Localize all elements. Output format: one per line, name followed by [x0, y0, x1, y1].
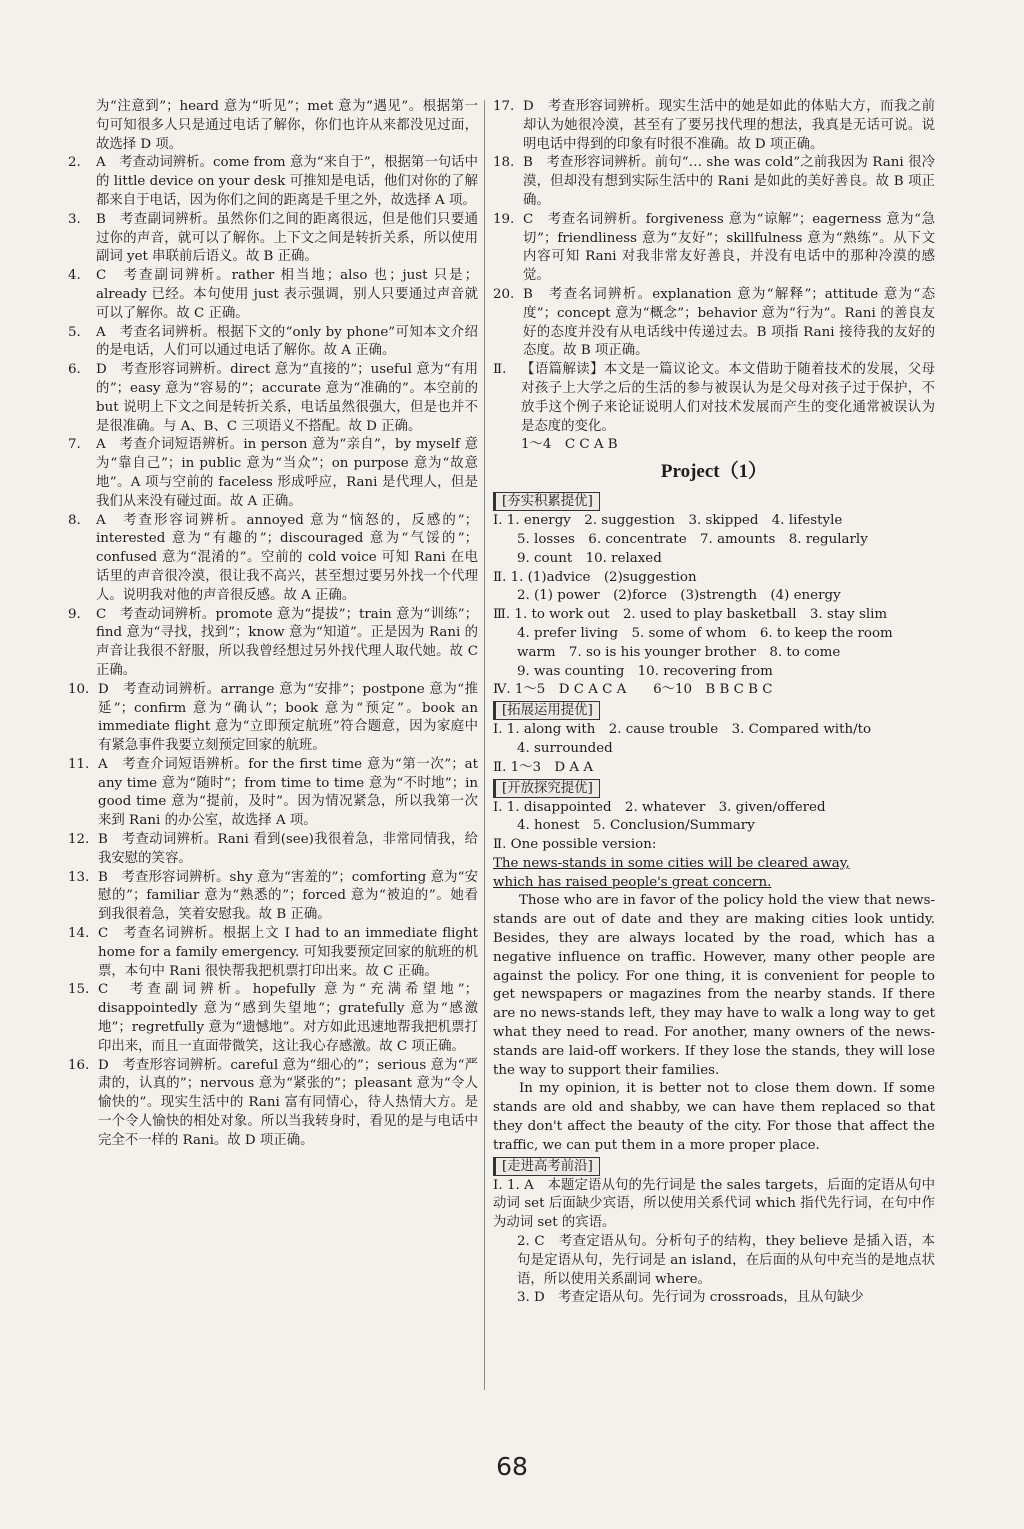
answer-item — [68, 925, 478, 981]
answer-text: D 考查形容词辨析。careful 意为“细心的”；serious 意为“严肃的，认真的”；nervous 意为“紧张的”；pleasant 意为“令人愉快的”。现实生活中的 Rani 富有同情心，待人热情大方。是一个令人愉快的相处对象。所以当我转身时，看见的是与电话中完全不一样的 Rani。故 D 项正确。 — [98, 1057, 478, 1148]
answer-text: B 考查动词辨析。Rani 看到(see)我很着急，非常同情我，给我安慰的笑容。 — [98, 832, 478, 866]
answer-item — [493, 211, 935, 286]
answer-number: 19. — [493, 211, 515, 227]
left-answer-list — [68, 154, 478, 1150]
answer-number: 3. — [68, 211, 81, 227]
answer-line: 9. was counting 10. recovering from — [517, 663, 773, 679]
answer-text: B 考查副词辨析。虽然你们之间的距离很远，但是他们只要通过你的声音，就可以了解你。上下文之间是转折关系，所以使用副词 yet 串联前后语义。故 B 正确。 — [96, 211, 478, 265]
answer-text: A 考查动词辨析。come from 意为“来自于”，根据第一句话中的 little device on your desk 可推知是电话，他们对你的了解都来自于电话，因为你们之间的距离是千里之外，故选择 A 项。 — [96, 155, 478, 208]
essay-title-line-2: which has raised people's great concern. — [493, 874, 772, 890]
answer-number: 6. — [68, 362, 81, 378]
answer-line: 4. surrounded — [517, 740, 613, 756]
answer-line: Ⅱ. 1～3 D A A — [493, 759, 594, 775]
page-number: 68 — [496, 1452, 528, 1481]
answer-line: Ⅱ. 1. (1)advice (2)suggestion — [493, 569, 697, 585]
answer-item — [68, 512, 478, 606]
answer-line: Ⅰ. 1. energy 2. suggestion 3. skipped 4. lifestyle — [493, 513, 843, 529]
gaokao-item-3: 3. D 考查定语从句。先行词为 crossroads，且从句缺少 — [517, 1290, 864, 1306]
answer-number: 2. — [68, 155, 81, 171]
answer-number: 4. — [68, 268, 81, 284]
column-divider — [484, 100, 485, 1390]
essay-paragraph-1: Those who are in favor of the policy hold the view that news-stands are out of date and they are making cities look untidy. Besides, they are always located by the road, which has a negative influence on traffic. However, many other people are against the policy. For one thing, it is convenient for people to get newspapers or magazines from the nearby stands. If there are no news-stands left, they may have to walk a long way to get what they need to read. For another, many owners of the news-stands are laid-off workers. If they lose the stands, they will lose the way to support their families. — [493, 893, 935, 1078]
answer-text: C 考查副词辨析。hopefully 意为“充满希望地”；disappointedly 意为“感到失望地”；gratefully 意为“感激地”；regretfully 意为“遗憾地”。对方如此迅速地帮我把机票打印出来，而且一直面带微笑，这让我心存感激。故 C 项正确。 — [98, 982, 478, 1054]
essay-title-line-1: The news-stands in some cities will be cleared away, — [493, 855, 850, 871]
essay-paragraph-2: In my opinion, it is better not to close them down. If some stands are old and shabby, we can have them replaced so that they don't affect the beauty of the city. For those that affect the traffic, we can put them in a more proper place. — [493, 1081, 935, 1153]
answer-text: C 考查副词辨析。rather 相当地；also 也；just 只是；already 已经。本句使用 just 表示强调，别人只要通过声音就可以了解你。故 C 正确。 — [96, 268, 478, 321]
answer-item — [68, 681, 478, 756]
project-title: Project（1） — [660, 461, 768, 483]
answer-item — [68, 1057, 478, 1151]
answer-text: D 考查形容词辨析。direct 意为“直接的”；useful 意为“有用的”；easy 意为“容易的”；accurate 意为“准确的”。本空前的 but 说明上下文之间是转折关系，电话虽然很强大，但是也并不是很准确。与 A、B、C 三项语义不搭配。故 D 正确。 — [96, 362, 478, 434]
answer-number: 12. — [68, 832, 90, 848]
gaokao-item-1: Ⅰ. 1. A 本题定语从句的先行词是 the sales targets，后面的定语从句中动词 set 后面缺少宾语，所以使用关系代词 which 指代先行词，在句中作为动词 set 的宾语。 — [493, 1177, 935, 1231]
left-column — [68, 98, 478, 1151]
answer-text: B 考查名词辨析。explanation 意为“解释”；attitude 意为“态度”；concept 意为“概念”；behavior 意为“行为”。Rani 的善良友好的态度并没有从电话线中传递过去。B 项指 Rani 接待我的友好的态度。故 B 项正确。 — [523, 286, 935, 359]
answer-text: C 考查名词辨析。forgiveness 意为“谅解”；eagerness 意为“急切”；friendliness 意为“友好”；skillfulness 意为“熟练”。从下文内容可知 Rani 对我非常友好善良，并没有电话中的那种冷漠的感觉。 — [523, 211, 935, 284]
answer-text: A 考查名词辨析。根据下文的“only by phone”可知本文介绍的是电话，人们可以通过电话了解你。故 A 正确。 — [96, 324, 478, 359]
answer-text: B 考查形容词辨析。前句“… she was cold”之前我因为 Rani 很冷漠，但却没有想到实际生活中的 Rani 是如此的美好善良。故 B 项正确。 — [523, 155, 935, 208]
answer-line: 4. honest 5. Conclusion/Summary — [517, 818, 755, 834]
answer-number: 8. — [68, 512, 81, 528]
answer-number: 5. — [68, 324, 81, 340]
answer-text: C 考查名词辨析。根据上文 I had to an immediate flight home for a family emergency. 可知我要预定回家的航班的机票，本句中 Rani 很快帮我把机票打印出来。故 C 正确。 — [98, 926, 478, 979]
answer-item — [493, 154, 935, 210]
answer-text: B 考查形容词辨析。shy 意为“害羞的”；comforting 意为“安慰的”；familiar 意为“熟悉的”；forced 意为“被迫的”。她看到我很着急，笑着安慰我。故 B 正确。 — [98, 869, 478, 923]
answer-number: 10. — [68, 681, 90, 697]
answer-line: 4. prefer living 5. some of whom 6. to keep the room — [517, 625, 893, 641]
answer-line: 5. losses 6. concentrate 7. amounts 8. regularly — [517, 531, 868, 547]
answer-text: D 考查动词辨析。arrange 意为“安排”；postpone 意为“推延”；confirm 意为“确认”；book 意为“预定”。book an immediate flight 意为“立即预定航班”符合题意，因为家庭中有紧急事件我要立刻预定回家的航班。 — [98, 681, 478, 754]
section-3-answers — [493, 799, 935, 855]
right-column — [493, 98, 935, 1308]
passage-text: 【语篇解读】本文是一篇议论文。本文借助于随着技术的发展，父母对孩子上大学之后的生活的参与被误认为是父母对孩子过于保护，不放手这个例子来论证说明人们对技术发展而产生的变化通常被误认为是态度的变化。 — [521, 362, 935, 434]
answer-line: Ⅲ. 1. to work out 2. used to play basketball 3. stay slim — [493, 607, 888, 623]
answer-line: warm 7. so is his younger brother 8. to come — [517, 644, 841, 660]
passage-note — [493, 361, 935, 436]
section-label-2: [拓展运用提优] — [493, 701, 600, 720]
answer-item — [68, 361, 478, 436]
answer-number: 9. — [68, 606, 81, 622]
answer-number: 18. — [493, 155, 515, 171]
answer-line: Ⅳ. 1～5 D C A C A 6～10 B B C B C — [493, 682, 773, 698]
answer-line: Ⅰ. 1. along with 2. cause trouble 3. Compared with/to — [493, 722, 872, 738]
answer-number: 14. — [68, 926, 90, 942]
answer-item — [493, 98, 935, 154]
answer-item — [68, 606, 478, 681]
section-label-1: [夯实积累提优] — [493, 492, 600, 511]
answer-item — [68, 436, 478, 511]
answer-number: 16. — [68, 1057, 90, 1073]
answer-number: 20. — [493, 286, 515, 302]
passage-number: Ⅱ. — [493, 362, 507, 378]
section-2-answers — [493, 721, 935, 777]
answer-item — [68, 154, 478, 210]
answer-line: Ⅱ. One possible version: — [493, 837, 657, 853]
answer-line: 9. count 10. relaxed — [517, 550, 662, 566]
section-label-3: [开放探究提优] — [493, 779, 600, 798]
passage-answers: 1～4 C C A B — [521, 437, 618, 453]
answer-number: 7. — [68, 437, 81, 453]
answer-line: 2. (1) power (2)force (3)strength (4) energy — [517, 588, 841, 604]
answer-item — [68, 211, 478, 267]
intro-paragraph: 为“注意到”；heard 意为“听见”；met 意为“遇见”。根据第一句可知很多人只是通过电话了解你，你们也许从来都没见过面，故选择 D 项。 — [96, 99, 478, 152]
answer-item — [68, 756, 478, 831]
answer-item — [68, 869, 478, 925]
gaokao-item-2: 2. C 考查定语从句。分析句子的结构，they believe 是插入语，本句是定语从句，先行词是 an island，在后面的从句中充当的是地点状语，所以使用关系副词 where。 — [517, 1234, 935, 1287]
right-answer-list — [493, 98, 935, 361]
section-1-answers — [493, 512, 935, 700]
answer-text: A 考查介词短语辨析。in person 意为“亲自”，by myself 意为“靠自己”；in public 意为“当众”；on purpose 意为“故意地”。A 项与空前的 faceless 形成呼应，Rani 是代理人，但是我们从来没有碰过面。故 A 正确。 — [96, 437, 478, 509]
answer-item — [68, 981, 478, 1056]
answer-number: 13. — [68, 869, 90, 885]
answer-text: A 考查介词短语辨析。for the first time 意为“第一次”；at any time 意为“随时”；from time to time 意为“不时地”；in good time 意为“提前，及时”。因为情况紧急，所以我第一次来到 Rani 的办公室，故选择 A 项。 — [98, 756, 478, 829]
answer-number: 17. — [493, 99, 515, 114]
answer-text: C 考查动词辨析。promote 意为“提拔”；train 意为“训练”；find 意为“寻找，找到”；know 意为“知道”。正是因为 Rani 的声音让我很不舒服，所以我曾经想过另外找代理人取代她。故 C 正确。 — [96, 606, 478, 678]
section-label-4: [走进高考前沿] — [493, 1157, 600, 1176]
answer-item — [493, 286, 935, 361]
answer-text: D 考查形容词辨析。现实生活中的她是如此的体贴大方，而我之前却认为她很冷漠，甚至有了要另找代理的想法，我真是无话可说。说明电话中得到的印象有时很不准确。故 D 项正确。 — [523, 99, 935, 152]
answer-number: 11. — [68, 756, 90, 772]
answer-number: 15. — [68, 982, 90, 998]
answer-line: Ⅰ. 1. disappointed 2. whatever 3. given/offered — [493, 799, 826, 815]
answer-item — [68, 831, 478, 869]
answer-text: A 考查形容词辨析。annoyed 意为“恼怒的，反感的”；interested 意为“有趣的”；discouraged 意为“气馁的”；confused 意为“混淆的”。空前的 cold voice 可知 Rani 在电话里的声音很冷漠，很让我不高兴，甚至想过要另外找一个代理人。说明我对他的声音很反感。故 A 正确。 — [96, 512, 478, 603]
answer-item — [68, 267, 478, 323]
answer-item — [68, 324, 478, 362]
